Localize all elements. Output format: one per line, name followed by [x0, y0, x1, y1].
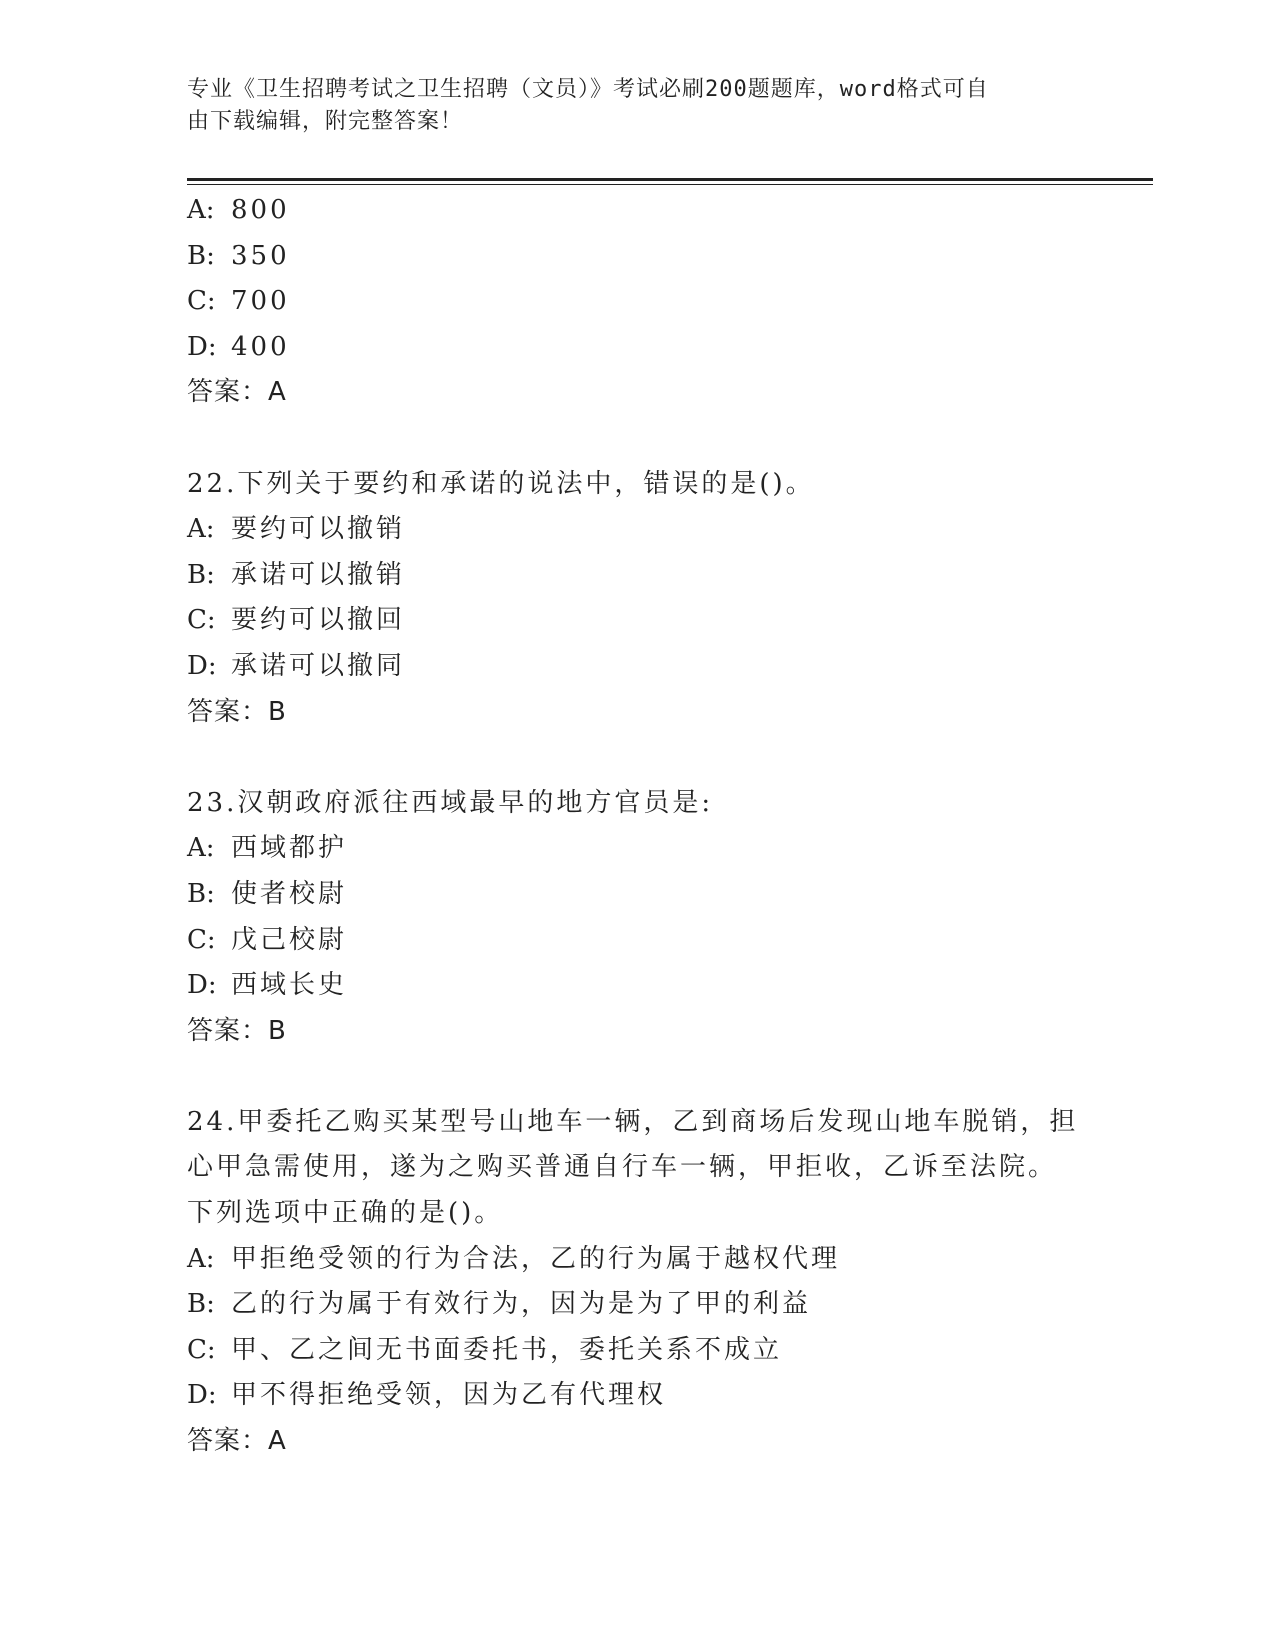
- option-text: 要约可以撤销: [231, 514, 406, 545]
- spacer: [187, 735, 1087, 781]
- header-divider-thin: [187, 184, 1153, 185]
- answer: 答案：A: [187, 1426, 287, 1457]
- option-text: 西域都护: [231, 833, 348, 864]
- option-label: A:: [187, 1243, 215, 1274]
- option-label: C:: [187, 286, 216, 317]
- option-label: A:: [187, 833, 215, 864]
- answer: 答案：B: [187, 1015, 287, 1046]
- question-24: [187, 1100, 1087, 1465]
- option-b: [187, 553, 1087, 599]
- option-a: [187, 507, 1087, 553]
- option-b: [187, 234, 1087, 280]
- option-text: 承诺可以撤销: [231, 559, 406, 590]
- document-header: [187, 74, 1067, 138]
- option-label: C:: [187, 924, 216, 955]
- option-a: [187, 188, 1087, 234]
- option-text: 使者校尉: [231, 878, 348, 909]
- option-label: B:: [187, 559, 215, 590]
- question-21: [187, 188, 1087, 416]
- option-label: D:: [187, 331, 217, 362]
- option-label: B:: [187, 878, 215, 909]
- option-text: 甲、乙之间无书面委托书，委托关系不成立: [231, 1334, 783, 1365]
- question-text-line-1: 24.甲委托乙购买某型号山地车一辆，乙到商场后发现山地车脱销，担: [187, 1106, 1079, 1137]
- option-b: [187, 1282, 1087, 1328]
- question-23: [187, 781, 1087, 1055]
- answer: 答案：B: [187, 696, 287, 727]
- option-text: 400: [231, 331, 290, 362]
- option-label: C:: [187, 1334, 216, 1365]
- header-divider-thick: [187, 178, 1153, 181]
- option-b: [187, 872, 1087, 918]
- option-label: D:: [187, 970, 217, 1001]
- option-label: A:: [187, 514, 215, 545]
- option-text: 戊己校尉: [231, 924, 348, 955]
- option-label: B:: [187, 1289, 215, 1320]
- option-label: C:: [187, 605, 216, 636]
- header-line-1: 专业《卫生招聘考试之卫生招聘（文员）》考试必刷200题题库，word格式可自: [187, 77, 989, 102]
- header-line-2: 由下载编辑，附完整答案！: [187, 109, 464, 134]
- question-22: [187, 462, 1087, 736]
- option-c: [187, 1328, 1087, 1374]
- option-c: [187, 918, 1087, 964]
- question-text-line-2: 心甲急需使用，遂为之购买普通自行车一辆，甲拒收，乙诉至法院。: [187, 1152, 1058, 1183]
- answer: 答案：A: [187, 377, 287, 408]
- option-c: [187, 279, 1087, 325]
- question-text: 22.下列关于要约和承诺的说法中，错误的是()。: [187, 468, 815, 499]
- option-d: [187, 963, 1087, 1009]
- option-d: [187, 1373, 1087, 1419]
- option-label: D:: [187, 650, 217, 681]
- option-c: [187, 598, 1087, 644]
- question-text-line-3: 下列选项中正确的是()。: [187, 1198, 504, 1229]
- option-label: D:: [187, 1380, 217, 1411]
- option-d: [187, 644, 1087, 690]
- option-text: 西域长史: [231, 970, 348, 1001]
- option-d: [187, 325, 1087, 371]
- spacer: [187, 1054, 1087, 1100]
- option-text: 350: [231, 240, 290, 271]
- option-text: 甲拒绝受领的行为合法，乙的行为属于越权代理: [231, 1243, 841, 1274]
- option-text: 800: [231, 195, 290, 225]
- option-a: [187, 1237, 1087, 1283]
- option-text: 700: [231, 286, 290, 317]
- option-label: B:: [187, 240, 215, 271]
- question-text: 23.汉朝政府派往西域最早的地方官员是:: [187, 787, 714, 818]
- question-list: [187, 188, 1087, 1465]
- option-text: 甲不得拒绝受领，因为乙有代理权: [231, 1380, 667, 1411]
- option-label: A:: [187, 195, 215, 225]
- option-text: 承诺可以撤同: [231, 650, 406, 681]
- option-text: 要约可以撤回: [231, 605, 406, 636]
- option-a: [187, 826, 1087, 872]
- option-text: 乙的行为属于有效行为，因为是为了甲的利益: [231, 1289, 812, 1320]
- spacer: [187, 416, 1087, 462]
